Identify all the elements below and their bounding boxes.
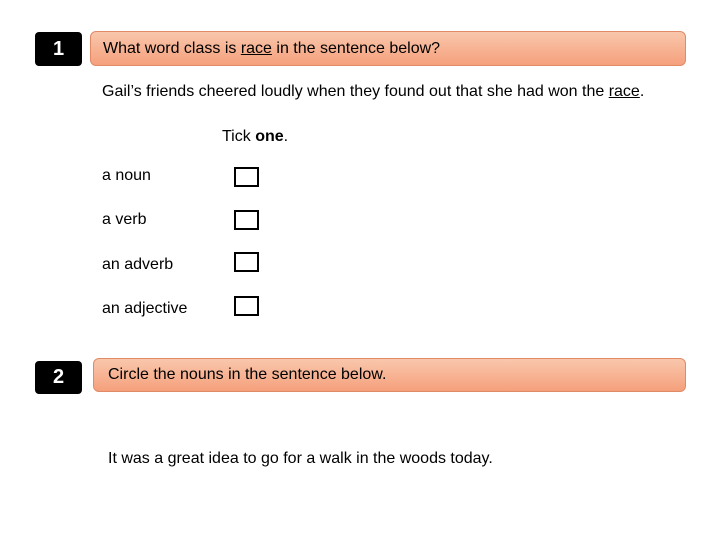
option-label-adverb: an adverb: [102, 256, 174, 273]
prompt-keyword: race: [240, 39, 272, 57]
sentence-text-pre: Gail’s friends cheered loudly when they found out that she had won the: [102, 83, 609, 100]
option-label-noun: a noun: [102, 167, 151, 184]
question-2-sentence[interactable]: It was a great idea to go for a walk in the woods today.: [108, 450, 493, 467]
question-1-prompt: [90, 31, 686, 66]
option-label-verb: a verb: [102, 211, 147, 228]
option-label-adjective: an adjective: [102, 300, 188, 317]
prompt-text-pre: What word class is: [103, 39, 241, 57]
instruction-pre: Tick: [222, 128, 256, 145]
tick-instruction: [222, 128, 288, 146]
question-1-number: 1: [35, 32, 82, 66]
prompt-text-post: in the sentence below?: [271, 39, 441, 57]
checkbox-noun[interactable]: [234, 167, 259, 187]
question-1-sentence: [102, 83, 644, 101]
sentence-keyword: race: [608, 83, 640, 100]
question-2-number: 2: [35, 361, 82, 394]
instruction-bold: one: [255, 128, 284, 145]
checkbox-adverb[interactable]: [234, 252, 259, 272]
checkbox-verb[interactable]: [234, 210, 259, 230]
sentence-text-post: .: [639, 83, 645, 100]
instruction-post: .: [283, 128, 289, 145]
question-2-prompt: Circle the nouns in the sentence below.: [93, 358, 686, 392]
checkbox-adjective[interactable]: [234, 296, 259, 316]
